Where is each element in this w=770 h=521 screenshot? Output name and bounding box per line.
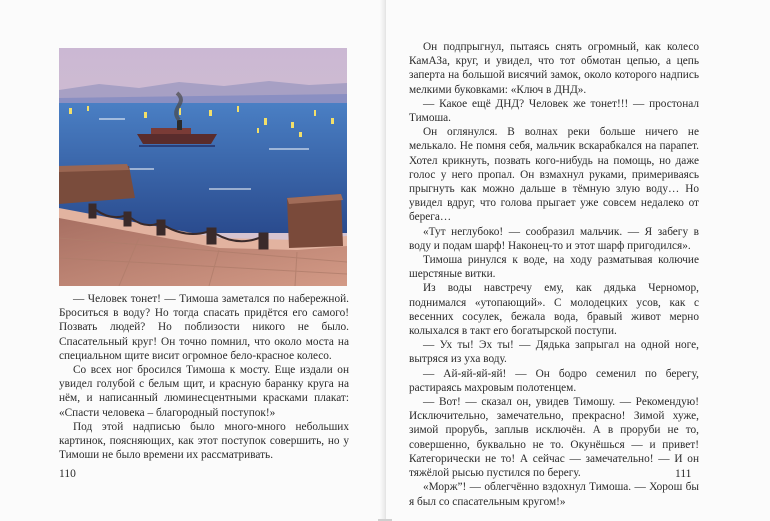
paragraph: Он подпрыгнул, пытаясь снять огромный, как колесо КамАЗа, круг, и увидел, что тот обмотан цепью, а цепь заперта на большой висячий замок, около которого надпись мелкими буковками: «Ключ в ДНД». — [409, 41, 699, 96]
paragraph: «Морж”! — облегчённо вздохнул Тимоша. — Хорош бы я был со спасательным кругом!» — [409, 481, 699, 508]
paragraph: Со всех ног бросился Тимоша к мосту. Еще издали он увидел голубой с белым щит, и красную баранку круга на нём, и написанный люминесцентными красками плакат: «Спасти человека – благородный поступок!» — [59, 364, 349, 419]
right-page-text — [409, 40, 699, 509]
paragraph: — Ай-яй-яй-яй! — Он бодро семенил по берегу, растираясь махровым полотенцем. — [409, 367, 699, 394]
paragraph: Он оглянулся. В волнах реки больше ничего не мелькало. Не помня себя, мальчик вскарабкался на парапет. Хотел крикнуть, позвать кого-нибудь на помощь, но даже голос у него пропал. Он взмахнул руками, примериваясь прыгнуть как можно дальше в тёмную злую воду… Но увидел вдруг, что голова прыгает уже совсем недалеко от берега… — [409, 126, 699, 224]
page-number-right: 111 — [675, 468, 692, 480]
paragraph: — Какое ещё ДНД? Человек же тонет!!! — простонал Тимоша. — [409, 97, 699, 125]
page-number-left: 110 — [59, 468, 76, 480]
left-page — [0, 0, 384, 521]
paragraph: — Вот! — сказал он, увидев Тимошу. — Рекомендую! Исключительно, замечательно, прекрасно! Зимой хуже, зимой прорубь, заплыв исключён. А в проруби не то, совершенно, буквально не то. Окунёшься — и привет! Категорически не то! А сейчас — замечательно! — И он тяжёлой рысью пустился по берегу. — [409, 396, 699, 480]
paragraph: Из воды навстречу ему, как дядька Черномор, поднимался «утопающий». С молодецких усов, как с весенних сосулек, бежала вода, бравый живот мерно колыхался в такт его богатырской поступи. — [409, 282, 699, 338]
paragraph: «Тут неглубоко! — сообразил мальчик. — Я забегу в воду и подам шарф! Наконец-то и этот шарф пригодился». — [409, 225, 699, 252]
harbor-illustration-icon — [59, 48, 347, 286]
paragraph: Под этой надписью было много-много небольших картинок, поясняющих, как этот поступок совершить, но у Тимоши не было времени их рассматривать. — [59, 420, 349, 462]
left-page-text — [59, 292, 349, 462]
paragraph: Тимоша ринулся к воде, на ходу разматывая колючие шерстяные витки. — [409, 254, 699, 281]
paragraph: — Ух ты! Эх ты! — Дядька запрыгал на одной ноге, вытряся из уха воду. — [409, 339, 699, 366]
paragraph: — Человек тонет! — Тимоша заметался по набережной. Броситься в воду? Но тогда спасать придётся его самого! Позвать людей? Но поблизости никого не было. Спасательный круг! Он точно помнил, что около моста на специальном щите висит огромное бело-красное колесо. — [59, 293, 349, 362]
